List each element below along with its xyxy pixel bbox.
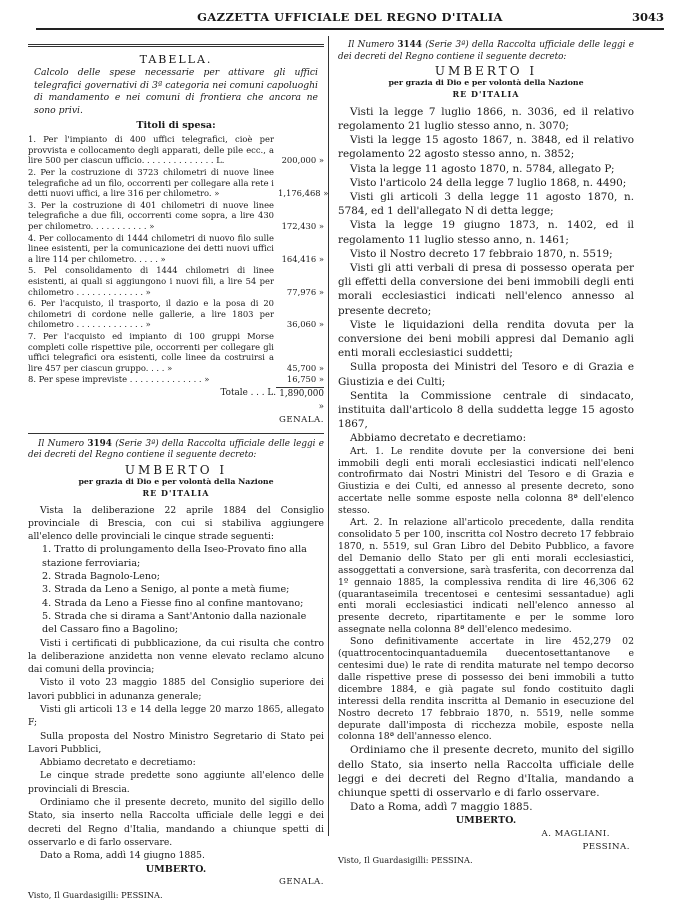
grace-line: per grazia di Dio e per volontà della Nazione (388, 78, 584, 88)
decree-paragraph: Abbiamo decretato e decretiamo: (40, 757, 196, 769)
decree-intro (28, 439, 324, 462)
road-item: 5. Strada che si dirama a Sant'Antonio dalla nazionale del Cassaro fino a Bagolino; (42, 610, 307, 636)
visto-line: Visto, Il Guardasigilli: PESSINA. (338, 855, 473, 866)
tabella-description: Calcolo delle spese necessarie per attivare gli uffici telegrafici governativi di 3ª categoria nei comuni capoluoghi di mandamento e nei comuni di frontiera che ancora ne sono privi. (34, 67, 318, 116)
decree-paragraph: Visto il voto 23 maggio 1885 del Consiglio superiore dei lavori pubblici in adunanza generale; (28, 677, 324, 702)
item-value: 36,060 » (286, 319, 324, 330)
right-column (338, 40, 634, 868)
decree-paragraph: Visto l'articolo 24 della legge 7 luglio 1868, n. 4490; (350, 176, 627, 189)
tabella-title: TABELLA. (139, 53, 213, 66)
decree-paragraph: Abbiamo decretato e decretiamo: (350, 432, 527, 445)
decree-paragraph: Visti gli articoli 13 e 14 della legge 20 marzo 1865, allegato F; (28, 704, 324, 729)
tabella-item (28, 265, 324, 297)
decree-date: Dato a Roma, addì 7 maggio 1885. (350, 801, 533, 814)
king-signature: UMBERTO. (455, 815, 517, 827)
intro-text: (Serie 3ª) della Raccolta ufficiale delle leggi e dei decreti del Regno contiene il seguente decreto: (338, 40, 634, 62)
decree-paragraph: Le cinque strade predette sono aggiunte all'elenco delle provinciali di Brescia. (28, 770, 324, 795)
decree-paragraph: Visti la legge 15 agosto 1867, n. 3848, ed il relativo regolamento 22 agosto stesso anno, n. 3852; (338, 134, 634, 161)
tabella-subtitle: Titoli di spesa: (136, 119, 216, 131)
tabella-item (28, 233, 324, 265)
left-column (28, 40, 329, 902)
decree-body (28, 504, 324, 863)
item-text: 7. Per l'acquisto ed impianto di 100 gruppi Morse completi colle rispettive pile, occorrenti per collegare gli uffici telegrafici ora esistenti, colle linee da costruirsi a lire 457 per ciascun gruppo. . . . » (28, 330, 274, 373)
king-heading: UMBERTO I (124, 462, 228, 477)
intro-text: (Serie 3ª) della Raccolta ufficiale delle leggi e dei decreti del Regno contiene il seguente decreto: (28, 438, 324, 461)
page-number: 3043 (631, 10, 664, 24)
decree-paragraph: Visti gli articoli 3 della legge 11 agosto 1870, n. 5784, ed 1 dell'allegato N di detta legge; (338, 191, 634, 218)
visto-line: Visto, Il Guardasigilli: PESSINA. (28, 890, 163, 901)
column-divider (328, 36, 329, 836)
decree-number: 3144 (397, 40, 422, 50)
tabella-items (28, 134, 329, 385)
total-label: Totale . . . L. (220, 387, 276, 398)
grace-line: per grazia di Dio e per volontà della Nazione (78, 477, 274, 487)
item-text: 3. Per la costruzione di 401 chilometri di nuove linee telegrafiche a due fili, occorrenti come sopra, a lire 430 per chilometro. . . . . . . . . . . » (28, 199, 274, 231)
article-paragraph: Art. 1. Le rendite dovute per la conversione dei beni immobili degli enti morali ecclesiastici indicati nell'elenco controfirmato dai Nostri Ministri del Tesoro e di Grazia e Giustizia e dei Culti, ed annesso al presente decreto, sono accertate nelle somme esposte nella colonna 8ª dell'elenco stesso. (338, 445, 634, 517)
minister-signature: GENALA. (278, 876, 324, 887)
decree-date: Dato a Roma, addì 14 giugno 1885. (40, 850, 205, 862)
decree-paragraph: Vista la legge 11 agosto 1870, n. 5784, allegato P; (350, 162, 615, 175)
tabella-item (28, 298, 324, 330)
item-text: 1. Per l'impianto di 400 uffici telegrafici, cioè per provvista e collocamento degli apparati, delle pile ecc., a lire 500 per ciascun ufficio. . . . . . . . . . . . . . L. (28, 134, 274, 166)
divider (28, 44, 324, 47)
item-text: 2. Per la costruzione di 3723 chilometri di nuove linee telegrafiche ad un filo, occorrenti per collegare alla rete i detti nuovi uffici, a lire 316 per chilometro. » (28, 167, 274, 199)
decree-paragraph: Sulla proposta del Nostro Ministro Segretario di Stato pei Lavori Pubblici, (28, 730, 324, 755)
decree-paragraph: Visto il Nostro decreto 17 febbraio 1870, n. 5519; (350, 247, 613, 260)
decree-paragraph: Viste le liquidazioni della rendita dovuta per la conversione dei beni mobili appresi dal Demanio agli enti morali ecclesiastici suddetti; (338, 318, 634, 360)
re-line: RE D'ITALIA (452, 89, 520, 100)
king-heading: UMBERTO I (434, 64, 538, 79)
item-value: 172,430 » (281, 220, 324, 231)
tabella-item (28, 200, 324, 232)
decree-paragraph: Vista la deliberazione 22 aprile 1884 del Consiglio provinciale di Brescia, con cui si stabiliva aggiungere all'elenco delle provinciali le cinque strade seguenti: (28, 504, 324, 543)
road-item: 3. Strada da Leno a Senigo, al ponte a metà fiume; (42, 584, 290, 596)
item-text: 5. Pel consolidamento di 1444 chilometri di linee esistenti, ai quali si aggiungono i nuovi fili, a lire 54 per chilometro . . . . . . . . . . . . . » (28, 265, 274, 297)
tabella-signature: GENALA. (278, 415, 324, 426)
decree-paragraph: Sulla proposta dei Ministri del Tesoro e di Grazia e Giustizia e dei Culti; (338, 361, 634, 388)
item-value: 200,000 » (281, 155, 324, 166)
article-paragraph: Art. 2. In relazione all'articolo precedente, dalla rendita consolidato 5 per 100, inscritta col Nostro decreto 17 febbraio 1870, n. 5519, sul Gran Libro del Debito Pubblico, a favore del Demanio dello Stato per gli enti morali ecclesiastici, assoggettati a conversione, sarà trasferita, con decorrenza dal 1º gennaio 1885, la complessiva rendita di lire 46,306 62 (quarantaseimila trecentosei e centesimi sessantadue) agli enti morali ecclesiastici indicati nell'elenco annesso al presente decreto, ripartitamente e per le somme loro assegnate nella colonna 8ª dell'elenco medesimo. (338, 517, 634, 636)
item-value: 45,700 » (286, 362, 324, 373)
decree-considerations (338, 105, 634, 446)
decree-paragraph: Visti la legge 7 luglio 1866, n. 3036, ed il relativo regolamento 21 luglio stesso anno, n. 3070; (338, 105, 634, 132)
closing-paragraph: Ordiniamo che il presente decreto, munito del sigillo dello Stato, sia inserto nella Raccolta ufficiale delle leggi e dei decreti del Regno d'Italia, mandando a chiunque spetti di osservarlo e di farlo osservare. (338, 744, 634, 799)
item-value: 1,176,468 » (278, 188, 329, 199)
newspaper-title: GAZZETTA UFFICIALE DEL REGNO D'ITALIA (197, 10, 503, 24)
tabella-item (28, 374, 324, 385)
item-value: 16,750 » (286, 374, 324, 385)
road-item: 2. Strada Bagnolo-Leno; (42, 571, 161, 583)
road-item: 1. Tratto di prolungamento della Iseo-Provato fino alla stazione ferroviaria; (42, 544, 307, 569)
page-header (36, 8, 664, 30)
road-item: 4. Strada da Leno a Fiesse fino al confine mantovano; (42, 597, 304, 609)
re-line: RE D'ITALIA (142, 488, 210, 499)
divider (28, 433, 324, 434)
article-paragraph: Sono definitivamente accertate in lire 452,279 02 (quattrocentocinquantaduemila duecentosettantanove e centesimi due) le rate di rendita maturate nel tempo decorso dalle rispettive prese di possesso dei beni immobili a tutto dicembre 1884, e già pagate sul fondo costituito dagli interessi della rendita inscritta al Demanio in esecuzione del Nostro decreto 17 febbraio 1870, n. 5519, nelle somme depurate dall'imposta di ricchezza mobile, esposte nella colonna 18ª dell'annesso elenco. (338, 636, 634, 743)
item-text: 8. Per spese impreviste . . . . . . . . . . . . . . » (28, 374, 210, 385)
minister-signature: A. MAGLIANI. (541, 828, 610, 839)
decree-paragraph: Vista la legge 19 giugno 1873, n. 1402, ed il regolamento 11 luglio stesso anno, n. 1461; (338, 219, 634, 246)
total-value: 1,890,000 » (276, 387, 324, 415)
king-signature: UMBERTO. (145, 863, 207, 875)
intro-text: Il Numero (348, 40, 398, 50)
tabella-item (28, 167, 329, 199)
item-value: 164,416 » (281, 253, 324, 264)
tabella-total (28, 387, 324, 415)
tabella-item (28, 331, 324, 373)
decree-intro (338, 40, 634, 63)
intro-text: Il Numero (38, 438, 88, 449)
decree-articles (338, 446, 634, 744)
item-value: 77,976 » (286, 286, 324, 297)
decree-number: 3194 (87, 438, 112, 449)
tabella-item (28, 134, 324, 166)
decree-paragraph: Sentita la Commissione centrale di sindacato, instituita dall'articolo 8 della suddetta legge 15 agosto 1867, (338, 389, 634, 431)
decree-paragraph: Visti gli atti verbali di presa di possesso operata per gli effetti della conversione dei beni immobili degli enti morali ecclesiastici indicati nell'elenco annesso al presente decreto; (338, 262, 634, 317)
item-text: 6. Per l'acquisto, il trasporto, il dazio e la posa di 20 chilometri di cordone nelle gallerie, a lire 1803 per chilometro . . . . . . . . . . . . . » (28, 298, 274, 330)
item-text: 4. Per collocamento di 1444 chilometri di nuovo filo sulle linee esistenti, per la comunicazione dei detti nuovi uffici a lire 114 per chilometro. . . . . » (28, 232, 274, 264)
decree-paragraph: Ordiniamo che il presente decreto, munito del sigillo dello Stato, sia inserto nella Raccolta ufficiale delle leggi e dei decreti del Regno d'Italia, mandando a chiunque spetti di osservarlo e di farlo osservare. (28, 797, 324, 848)
minister-signature: PESSINA. (582, 841, 630, 852)
decree-paragraph: Visti i certificati di pubblicazione, da cui risulta che contro la deliberazione anzidetta non venne elevato reclamo alcuno dai comuni della provincia; (28, 637, 324, 676)
decree-closing (338, 743, 634, 814)
